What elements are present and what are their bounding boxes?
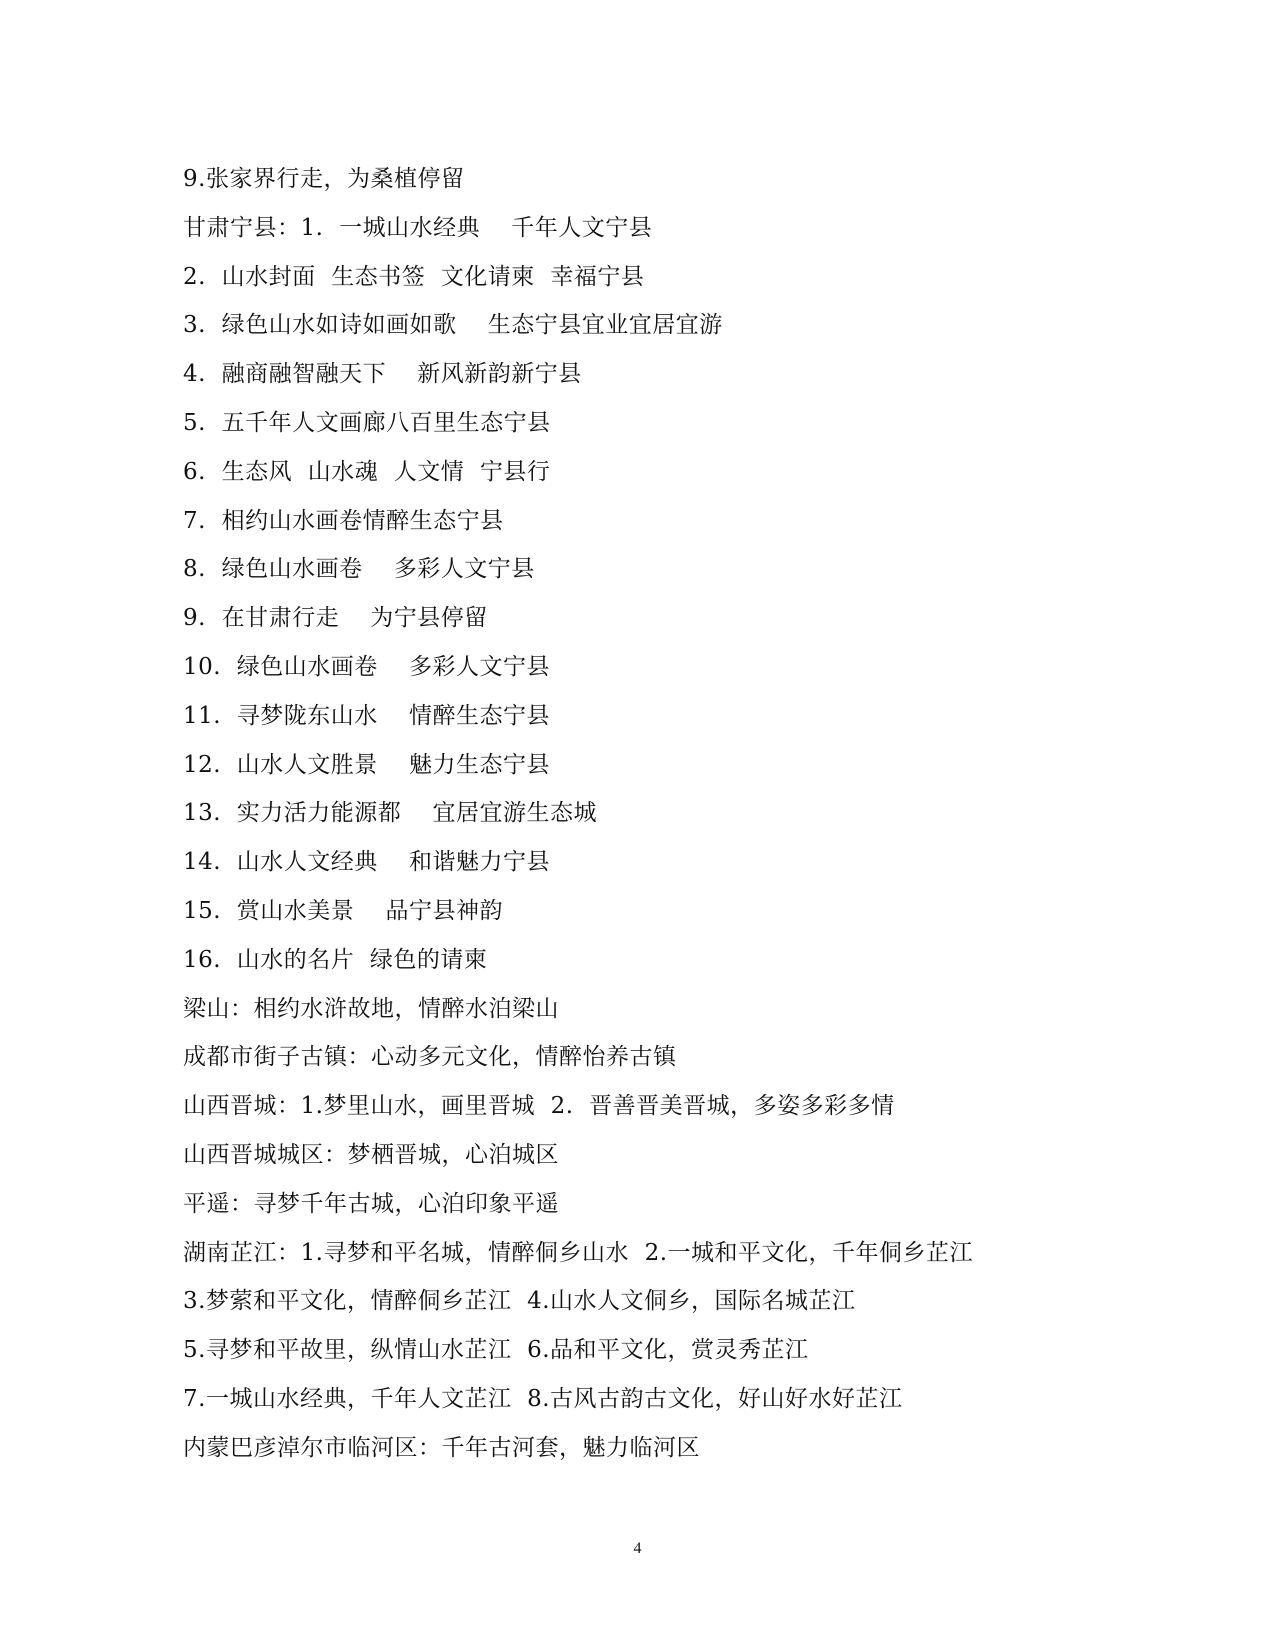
text-line: 梁山：相约水浒故地，情醉水泊梁山 xyxy=(183,995,559,1022)
text-line: 5.寻梦和平故里，纵情山水芷江 6.品和平文化，赏灵秀芷江 xyxy=(183,1337,809,1364)
text-lines xyxy=(183,155,973,1473)
text-line: 平遥：寻梦千年古城，心泊印象平遥 xyxy=(183,1190,559,1217)
text-line: 8. 绿色山水画卷 多彩人文宁县 xyxy=(183,556,535,583)
text-line: 4. 融商融智融天下 新风新韵新宁县 xyxy=(183,361,582,388)
text-line: 9.张家界行走，为桑植停留 xyxy=(183,166,465,192)
text-line: 7.一城山水经典，千年人文芷江 8.古风古韵古文化，好山好水好芷江 xyxy=(183,1385,903,1412)
text-line: 16. 山水的名片 绿色的请柬 xyxy=(183,946,488,973)
text-line: 5. 五千年人文画廊八百里生态宁县 xyxy=(183,409,551,436)
text-line: 湖南芷江：1.寻梦和平名城，情醉侗乡山水 2.一城和平文化，千年侗乡芷江 xyxy=(183,1239,974,1266)
text-line: 甘肃宁县：1. 一城山水经典 千年人文宁县 xyxy=(183,214,653,241)
text-line: 3. 绿色山水如诗如画如歌 生态宁县宜业宜居宜游 xyxy=(183,312,723,339)
page-number: 4 xyxy=(633,1540,642,1557)
text-line: 2. 山水封面 生态书签 文化请柬 幸福宁县 xyxy=(183,263,645,290)
text-line: 10. 绿色山水画卷 多彩人文宁县 xyxy=(183,653,550,680)
text-line: 14. 山水人文经典 和谐魅力宁县 xyxy=(183,849,550,876)
text-line: 内蒙巴彦淖尔市临河区：千年古河套，魅力临河区 xyxy=(183,1434,700,1461)
text-line: 6. 生态风 山水魂 人文情 宁县行 xyxy=(183,458,551,485)
text-line: 山西晋城城区：梦栖晋城，心泊城区 xyxy=(183,1141,559,1168)
text-line: 11. 寻梦陇东山水 情醉生态宁县 xyxy=(183,702,550,729)
text-line: 成都市街子古镇：心动多元文化，情醉怡养古镇 xyxy=(183,1044,677,1071)
text-line: 山西晋城：1.梦里山水，画里晋城 2. 晋善晋美晋城，多姿多彩多情 xyxy=(183,1093,895,1120)
text-line: 3.梦萦和平文化，情醉侗乡芷江 4.山水人文侗乡，国际名城芷江 xyxy=(183,1288,856,1315)
text-line: 15. 赏山水美景 品宁县神韵 xyxy=(183,897,503,924)
text-line: 12. 山水人文胜景 魅力生态宁县 xyxy=(183,751,550,778)
text-line: 7. 相约山水画卷情醉生态宁县 xyxy=(183,507,504,534)
text-line: 13. 实力活力能源都 宜居宜游生态城 xyxy=(183,800,597,827)
text-line: 9. 在甘肃行走 为宁县停留 xyxy=(183,605,488,632)
